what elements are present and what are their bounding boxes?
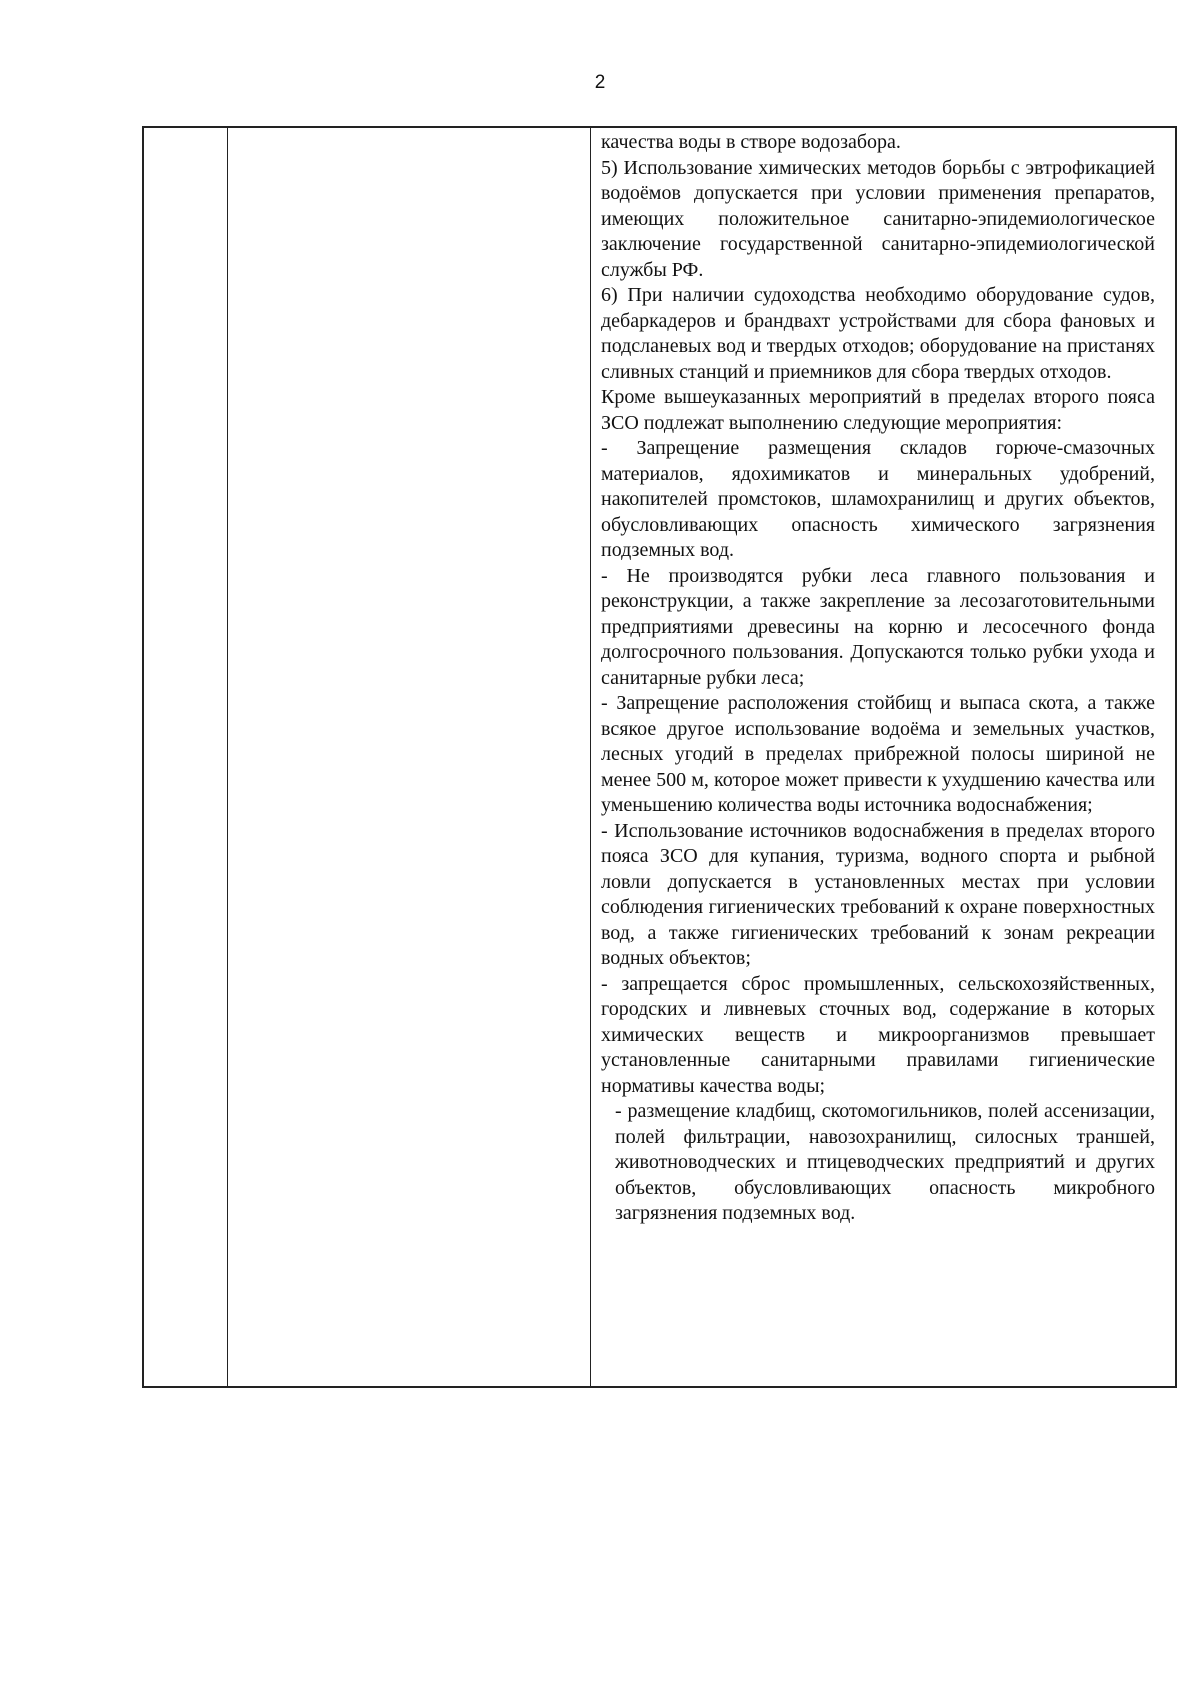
list-item-recreation: - Использование источников водоснабжения в пределах второго пояса ЗСО для купания, туризма, водного спорта и рыбной ловли допускается в установленных местах при условии соблюдения гигиенических требований к охране поверхностных вод, а также гигиенических требований к зонам рекреации водных объектов; — [601, 819, 1155, 969]
list-item-warehouses: - Запрещение размещения складов горюче-смазочных материалов, ядохимикатов и минеральных удобрений, накопителей промстоков, шламохранилищ и других объектов, обусловливающих опасность химического загрязнения подземных вод. — [601, 437, 1155, 561]
table-column-name — [228, 128, 591, 1386]
paragraph-second-belt-intro: Кроме вышеуказанных мероприятий в пределах второго пояса ЗСО подлежат выполнению следующие мероприятия: — [601, 386, 1155, 434]
list-item-grazing: - Запрещение расположения стойбищ и выпаса скота, а также всякое другое использование водоёма и земельных участков, лесных угодий в пределах прибрежной полосы шириной не менее 500 м, которое может привести к ухудшению качества или уменьшению количества воды источника водоснабжения; — [601, 692, 1155, 816]
list-item-logging: - Не производятся рубки леса главного пользования и реконструкции, а также закрепление за лесозаготовительными предприятиями древесины на корню и лесосечного фонда долгосрочного пользования. Допускаются только рубки ухода и санитарные рубки леса; — [601, 564, 1155, 689]
paragraph-water-quality-end: качества воды в створе водозабора. — [601, 131, 901, 153]
table-column-content — [591, 128, 1175, 1386]
paragraph-chemical-methods: 5) Использование химических методов борьбы с эвтрофикацией водоёмов допускается при условии применения препаратов, имеющих положительное санитарно-эпидемиологическое заключение государственной санитарно-эпидемиологической службы РФ. — [601, 156, 1155, 281]
document-table — [142, 126, 1177, 1388]
table-column-number — [144, 128, 228, 1386]
page-number: 2 — [594, 72, 606, 93]
list-item-wastewater: - запрещается сброс промышленных, сельскохозяйственных, городских и ливневых сточных вод, содержание в которых химических веществ и микроорганизмов превышает установленные санитарными правилами гигиенические нормативы качества воды; — [601, 972, 1155, 1097]
paragraph-navigation: 6) При наличии судоходства необходимо оборудование судов, дебаркадеров и брандвахт устройствами для сбора фановых и подсланевых вод и твердых отходов; оборудование на пристанях сливных станций и приемников для сбора твердых отходов. — [601, 284, 1155, 383]
list-item-cemeteries: - размещение кладбищ, скотомогильников, полей ассенизации, полей фильтрации, навозохранилищ, силосных траншей, животноводческих и птицеводческих предприятий и других объектов, обусловливающих опасность микробного загрязнения подземных вод. — [615, 1100, 1155, 1224]
